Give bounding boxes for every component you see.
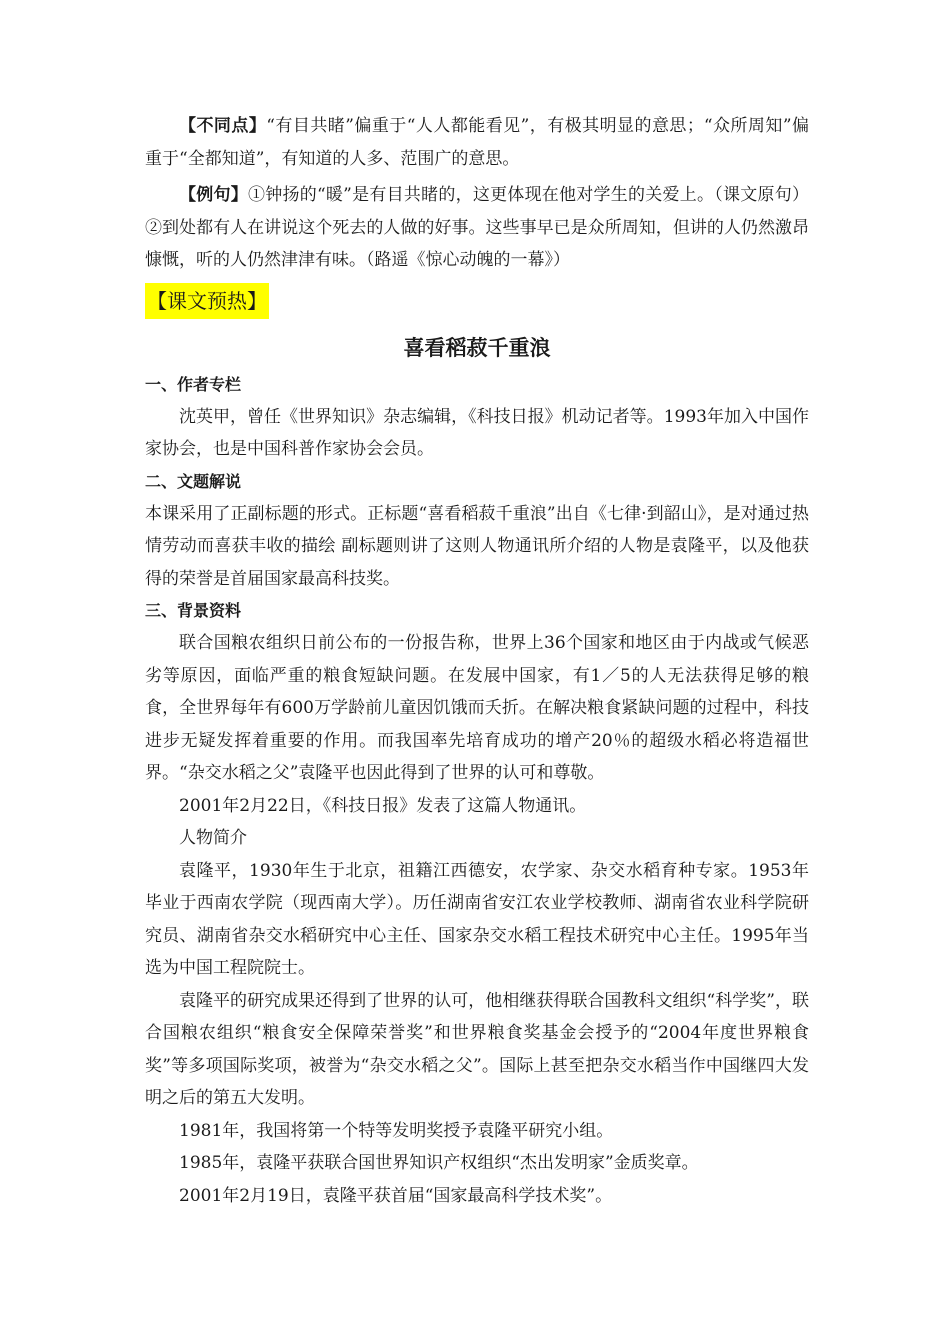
difference-paragraph <box>145 110 809 175</box>
document-content <box>145 110 809 1212</box>
author-heading: 一、作者专栏 <box>145 374 242 394</box>
bio-label: 人物简介 <box>179 828 247 848</box>
background-paragraph-2: 2001年2月22日，《科技日报》发表了这篇人物通讯。 <box>179 795 587 816</box>
title-explain-heading: 二、文题解说 <box>145 471 242 491</box>
bio-paragraph-2: 袁隆平的研究成果还得到了世界的认可，他相继获得联合国教科文组织“科学奖”，联合国粮农组织“粮食安全保障荣誉奖”和世界粮食奖基金会授予的“2004年度世界粮食奖”等多项国际奖项，被誉为“杂交水稻之父”。国际上甚至把杂交水稻当作中国继四大发明之后的第五大发明。 <box>145 990 809 1108</box>
example-paragraph <box>145 179 809 277</box>
event-1981: 1981年，我国将第一个特等发明奖授予袁隆平研究小组。 <box>179 1120 614 1141</box>
title-explain-text: 本课采用了正副标题的形式。正标题“喜看稻菽千重浪”出自《七律·到韶山》，是对通过热情劳动而喜获丰收的描绘 副标题则讲了这则人物通讯所介绍的人物是袁隆平，以及他获得的荣誉是首届国家最高科技奖。 <box>145 503 809 589</box>
author-text: 沈英甲，曾任《世界知识》杂志编辑，《科技日报》机动记者等。1993年加入中国作家协会，也是中国科普作家协会会员。 <box>145 406 809 459</box>
preview-section-label: 【课文预热】 <box>145 283 269 319</box>
event-2001: 2001年2月19日，袁隆平获首届“国家最高科学技术奖”。 <box>179 1185 613 1206</box>
event-1985: 1985年，袁隆平获联合国世界知识产权组织“杰出发明家”金质奖章。 <box>179 1153 699 1173</box>
article-title: 喜看稻菽千重浪 <box>403 335 551 360</box>
difference-tag: 【不同点】 <box>179 116 267 136</box>
example-tag: 【例句】 <box>179 185 248 205</box>
difference-text: “有目共睹”偏重于“人人都能看见”，有极其明显的意思；“众所周知”偏重于“全都知道”，有知道的人多、范围广的意思。 <box>145 116 809 169</box>
background-paragraph-1: 联合国粮农组织日前公布的一份报告称，世界上36个国家和地区由于内战或气候恶劣等原因，面临严重的粮食短缺问题。在发展中国家，有1／5的人无法获得足够的粮食，全世界每年有600万学龄前儿童因饥饿而夭折。在解决粮食紧缺问题的过程中，科技进步无疑发挥着重要的作用。而我国率先培育成功的增产20％的超级水稻必将造福世界。“杂交水稻之父”袁隆平也因此得到了世界的认可和尊敬。 <box>145 633 809 783</box>
bio-paragraph-1: 袁隆平，1930年生于北京，祖籍江西德安，农学家、杂交水稻育种专家。1953年毕业于西南农学院（现西南大学）。历任湖南省安江农业学校教师、湖南省农业科学院研究员、湖南省杂交水稻研究中心主任、国家杂交水稻工程技术研究中心主任。1995年当选为中国工程院院士。 <box>145 860 809 978</box>
example-text: ①钟扬的“暖”是有目共睹的，这更体现在他对学生的关爱上。（课文原句）②到处都有人在讲说这个死去的人做的好事。这些事早已是众所周知，但讲的人仍然激昂慷慨，听的人仍然津津有味。（路遥《惊心动魄的一幕》） <box>145 185 810 270</box>
background-heading: 三、背景资料 <box>145 601 242 620</box>
